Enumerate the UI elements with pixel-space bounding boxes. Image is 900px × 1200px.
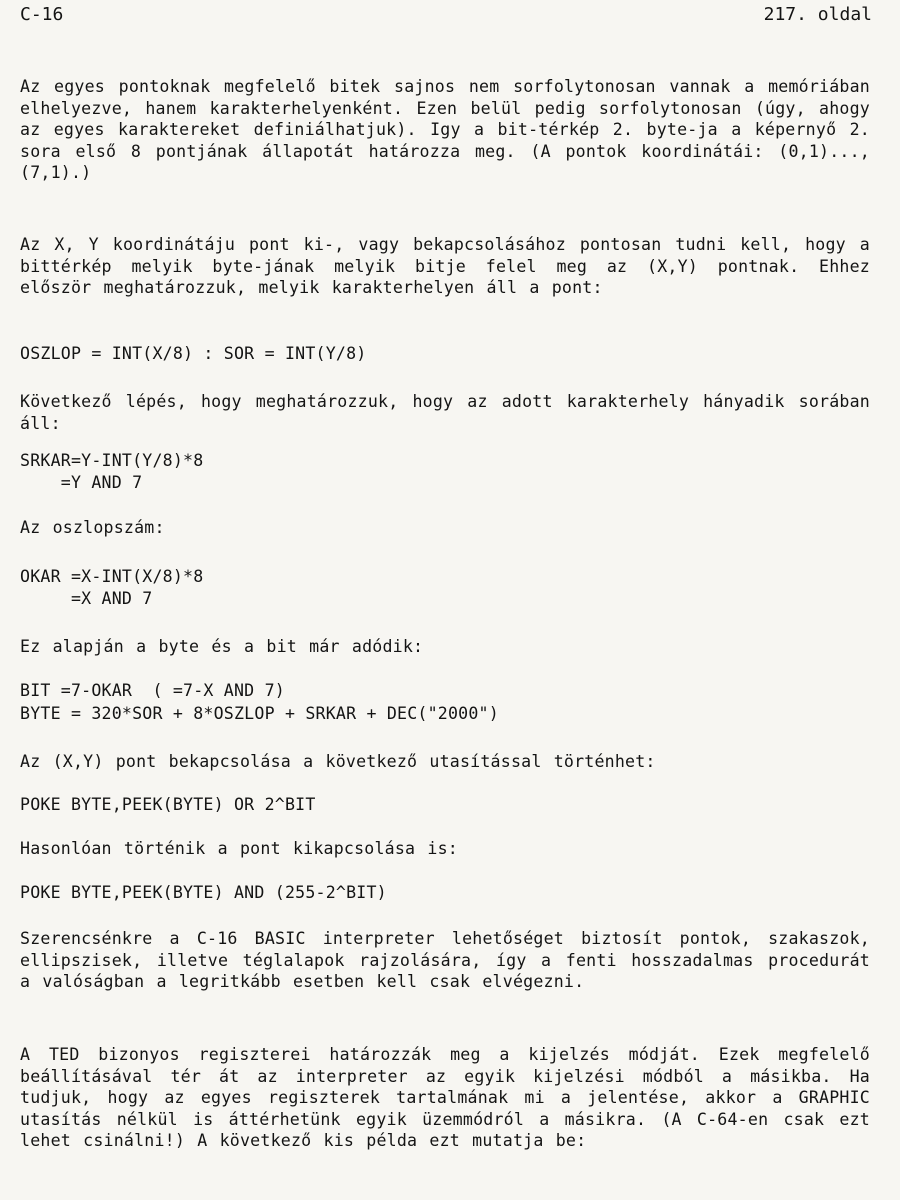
code-line-bit: BIT =7-OKAR ( =7-X AND 7)	[20, 681, 285, 700]
code-line-oszlop-sor: OSZLOP = INT(X/8) : SOR = INT(Y/8)	[20, 344, 367, 363]
paragraph-column-number: Az oszlopszám:	[20, 518, 165, 537]
code-line-srkar-and: =Y AND 7	[20, 473, 143, 492]
paragraph-coordinates: Az X, Y koordinátáju pont ki-, vagy bekapcsolásához pontosan tudni kell, hogy a bittérkép melyik byte-jának melyik bitje felel meg az (X,Y) pontnak. Ehhez először meghatározzuk, melyik karakterhelyen áll a pont:	[20, 235, 870, 297]
paragraph-bit-layout: Az egyes pontoknak megfelelő bitek sajnos nem sorfolytonosan vannak a memóriában elhelyezve, hanem karakterhelyenként. Ezen belül pedig sorfolytonosan (úgy, ahogy az egyes karaktereket definiálhatjuk). Igy a bit-térkép 2. byte-ja a képernyő 2. sora első 8 pontjának állapotát határozza meg. (A pontok koordinátái: (0,1)...,(7,1).)	[20, 77, 870, 182]
page-number: 217. oldal	[763, 4, 872, 25]
paragraph-switch-off: Hasonlóan történik a pont kikapcsolása is:	[20, 839, 458, 858]
code-line-poke-or: POKE BYTE,PEEK(BYTE) OR 2^BIT	[20, 795, 316, 814]
paragraph-byte-bit: Ez alapján a byte és a bit már adódik:	[20, 637, 424, 656]
code-line-okar: OKAR =X-INT(X/8)*8	[20, 567, 204, 586]
paragraph-next-step: Következő lépés, hogy meghatározzuk, hogy az adott karakterhely hányadik sorában áll:	[20, 392, 870, 433]
code-line-srkar: SRKAR=Y-INT(Y/8)*8	[20, 451, 204, 470]
paragraph-ted-registers: A TED bizonyos regiszterei határozzák meg a kijelzés módját. Ezek megfelelő beállításával tér át az interpreter az egyik kijelzési módból a másikba. Ha tudjuk, hogy az egyes regiszterek tartalmának mi a jelentése, akkor a GRAPHIC utasítás nélkül is áttérhetünk egyik üzemmódról a másikra. (A C-64-en csak ezt lehet csinálni!) A következő kis példa ezt mutatja be:	[20, 1045, 870, 1150]
paragraph-basic-interpreter: Szerencsénkre a C-16 BASIC interpreter lehetőséget biztosít pontok, szakaszok, ellipszisek, illetve téglalapok rajzolására, így a fenti hosszadalmas procedurát a valóságban a legritkább esetben kell csak elvégezni.	[20, 929, 870, 991]
code-line-okar-and: =X AND 7	[20, 589, 153, 608]
paragraph-switch-on: Az (X,Y) pont bekapcsolása a következő utasítással történhet:	[20, 752, 656, 771]
header-model: C-16	[20, 4, 64, 25]
code-line-byte: BYTE = 320*SOR + 8*OSZLOP + SRKAR + DEC("2000")	[20, 704, 499, 723]
code-line-poke-and: POKE BYTE,PEEK(BYTE) AND (255-2^BIT)	[20, 883, 387, 902]
